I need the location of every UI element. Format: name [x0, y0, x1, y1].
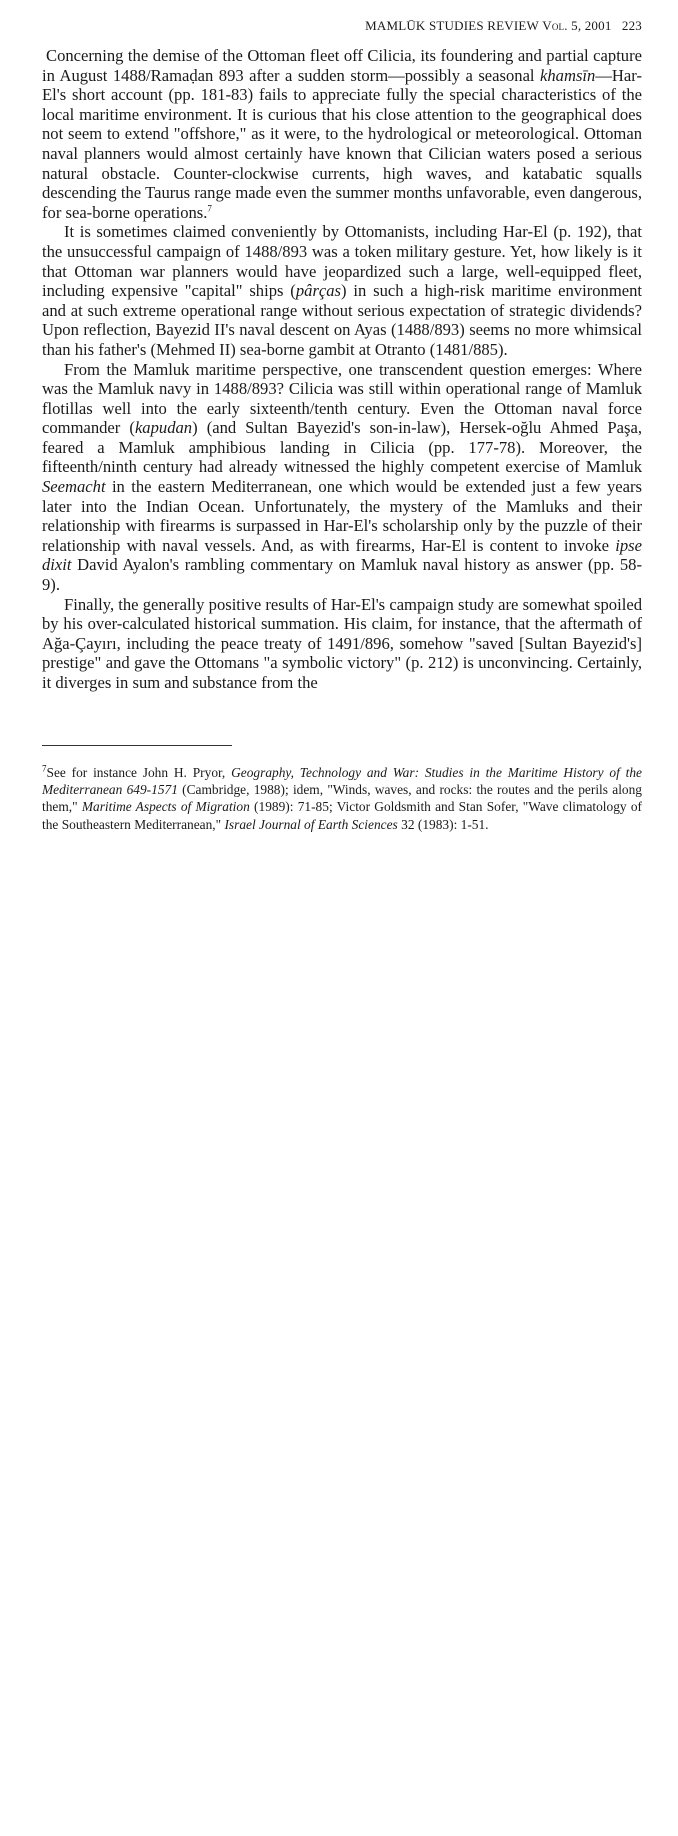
italic-title: Maritime Aspects of Migration — [81, 799, 250, 815]
paragraph: From the Mamluk maritime perspective, one transcendent question emerges: Where was the Mamluk navy in 1488/893? Cilicia was still within operational range of Mamluk flotillas well into the early sixteenth/tenth century. Even the Ottoman naval force commander (kapudan) (and Sultan Bayezid's son-in-law), Hersek-oğlu Ahmed Paşa, feared a Mamluk amphibious landing in Cilicia (pp. 177-78). Moreover, the fifteenth/ninth century had already witnessed the highly competent exercise of Mamluk Seemacht in the eastern Mediterranean, one which would be extended just a few years later into the Indian Ocean. Unfortunately, the mystery of the Mamluks and their relationship with firearms is surpassed in Har-El's scholarship only by the puzzle of their relationship with naval vessels. And, as with firearms, Har-El is content to invoke ipse dixit David Ayalon's rambling commentary on Mamluk naval history as answer (pp. 58-9). — [42, 359, 642, 595]
footnote-ref[interactable]: 7 — [207, 203, 212, 214]
italic-title: Israel Journal of Earth Sciences — [224, 816, 398, 832]
journal-title: MAMLŪK STUDIES REVIEW — [365, 18, 539, 33]
volume-label: Vol. — [542, 18, 568, 33]
italic-term: pârças — [295, 281, 342, 301]
footnote-number: 7 — [42, 763, 47, 774]
paragraph: It is sometimes claimed conveniently by Ottomanists, including Har-El (p. 192), that the unsuccessful campaign of 1488/893 was a token military gesture. Yet, how likely is it that Ottoman war planners would have jeopardized such a large, well-equipped fleet, including expensive "capital" ships (pârças) in such a high-risk maritime environment and at such extreme operational range without serious expectation of strategic dividends? Upon reflection, Bayezid II's naval descent on Ayas (1488/893) seems no more whimsical than his father's (Mehmed II) sea-borne gambit at Otranto (1481/885). — [42, 222, 642, 359]
italic-term: kapudan — [134, 418, 193, 438]
italic-title: Geography, Technology and War: Studies in the Maritime History of the Mediterranean 649-1571 — [42, 764, 642, 797]
italic-term: khamsīn — [540, 65, 596, 85]
page — [42, 18, 642, 833]
footnote: $^7$See for instance John H. Pryor, Geography, Technology and War: Studies in the Maritime History of the Mediterranean 649-1571 (Cambridge, 1988); idem, "Winds, waves, and rocks: the routes and the perils along them," Maritime Aspects of Migration (1989): 71-85; Victor Goldsmith and Stan Sofer, "Wave climatology of the Southeastern Mediterranean," Israel Journal of Earth Sciences 32 (1983): 1-51. — [42, 763, 643, 832]
running-head — [42, 18, 642, 34]
footnote-divider — [42, 745, 232, 746]
page-number: 223 — [621, 18, 642, 33]
body-text — [42, 46, 642, 693]
paragraph: Finally, the generally positive results of Har-El's campaign study are somewhat spoiled by his over-calculated historical summation. His claim, for instance, that the aftermath of Ağa-Çayırı, including the peace treaty of 1491/896, somehow "saved [Sultan Bayezid's] prestige" and gave the Ottomans "a symbolic victory" (p. 212) is unconvincing. Certainly, it diverges in sum and substance from the — [42, 594, 642, 692]
paragraph: Concerning the demise of the Ottoman fleet off Cilicia, its foundering and partial capture in August 1488/Ramaḍan 893 after a sudden storm—possibly a seasonal khamsīn—Har-El's short account (pp. 181-83) fails to appreciate fully the special characteristics of the local maritime environment. It is curious that his close attention to the geographical does not seem to extend "offshore," as it were, to the hydrological or meteorological. Ottoman naval planners would almost certainly have known that Cilician waters posed a serious natural obstacle. Counter-clockwise currents, high waves, and katabatic squalls descending the Taurus range made even the summer months unfavorable, even dangerous, for sea-borne operations.$^7$ — [42, 46, 642, 222]
italic-term: ipse dixit — [42, 535, 642, 575]
italic-term: Seemacht — [42, 477, 106, 497]
volume-year: 5, 2001 — [567, 18, 612, 33]
